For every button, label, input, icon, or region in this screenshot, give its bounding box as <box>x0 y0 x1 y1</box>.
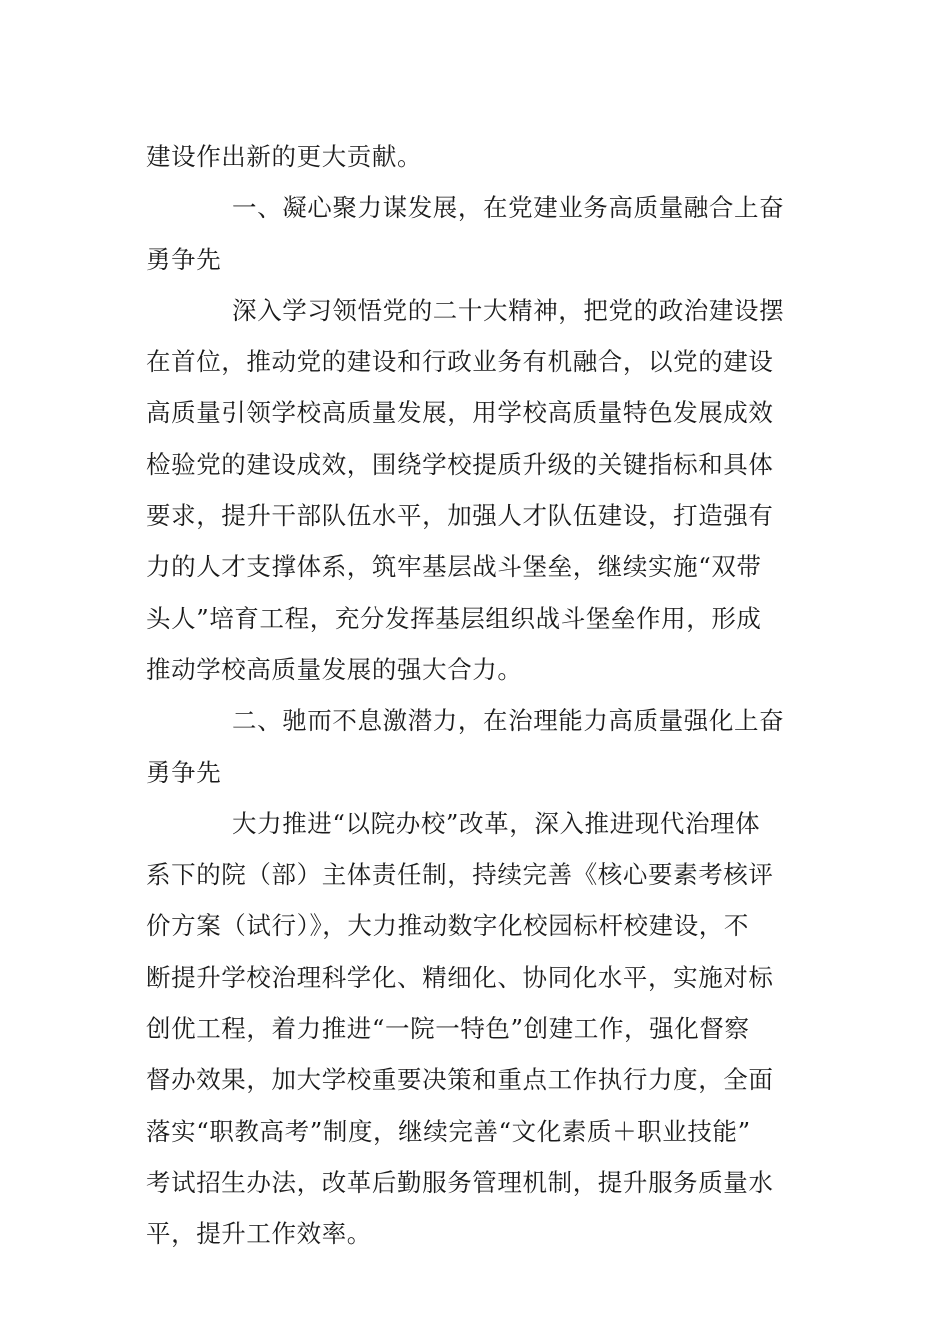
section-heading-2-cont: 勇争先 <box>146 757 222 787</box>
paragraph-1-line: 高质量引领学校高质量发展，用学校高质量特色发展成效 <box>146 398 774 428</box>
paragraph-1-line: 检验党的建设成效，围绕学校提质升级的关键指标和具体 <box>146 449 774 479</box>
text-line-continuation: 建设作出新的更大贡献。 <box>146 142 423 171</box>
document-body <box>146 131 806 1260</box>
section-heading-1-cont: 勇争先 <box>146 244 222 274</box>
paragraph-2-line: 平，提升工作效率。 <box>146 1219 372 1249</box>
paragraph-2-line: 大力推进“以院办校”改革，深入推进现代治理体 <box>232 808 761 838</box>
paragraph-2-line: 断提升学校治理科学化、精细化、协同化水平，实施对标 <box>146 962 774 992</box>
paragraph-1-line: 推动学校高质量发展的强大合力。 <box>146 654 523 684</box>
paragraph-1-line: 力的人才支撑体系，筑牢基层战斗堡垒，继续实施“双带 <box>146 552 762 582</box>
paragraph-2-line: 督办效果，加大学校重要决策和重点工作执行力度，全面 <box>146 1065 774 1095</box>
section-heading-1: 一、凝心聚力谋发展，在党建业务高质量融合上奋 <box>232 193 785 223</box>
paragraph-2-line: 落实“职教高考”制度，继续完善“文化素质＋职业技能” <box>146 1116 751 1146</box>
paragraph-2-line: 价方案（试行）》，大力推动数字化校园标杆校建设，不 <box>146 911 749 941</box>
paragraph-1-line: 头人”培育工程，充分发挥基层组织战斗堡垒作用，形成 <box>146 603 762 633</box>
paragraph-2-line: 考试招生办法，改革后勤服务管理机制，提升服务质量水 <box>146 1167 774 1197</box>
section-heading-2: 二、驰而不息激潜力，在治理能力高质量强化上奋 <box>232 706 785 736</box>
paragraph-2-line: 系下的院（部）主体责任制，持续完善《核心要素考核评 <box>146 860 774 890</box>
paragraph-1-line: 在首位，推动党的建设和行政业务有机融合，以党的建设 <box>146 347 774 377</box>
paragraph-2-line: 创优工程，着力推进“一院一特色”创建工作，强化督察 <box>146 1014 750 1044</box>
paragraph-1-line: 要求，提升干部队伍水平，加强人才队伍建设，打造强有 <box>146 501 774 531</box>
paragraph-1-line: 深入学习领悟党的二十大精神，把党的政治建设摆 <box>232 295 785 325</box>
